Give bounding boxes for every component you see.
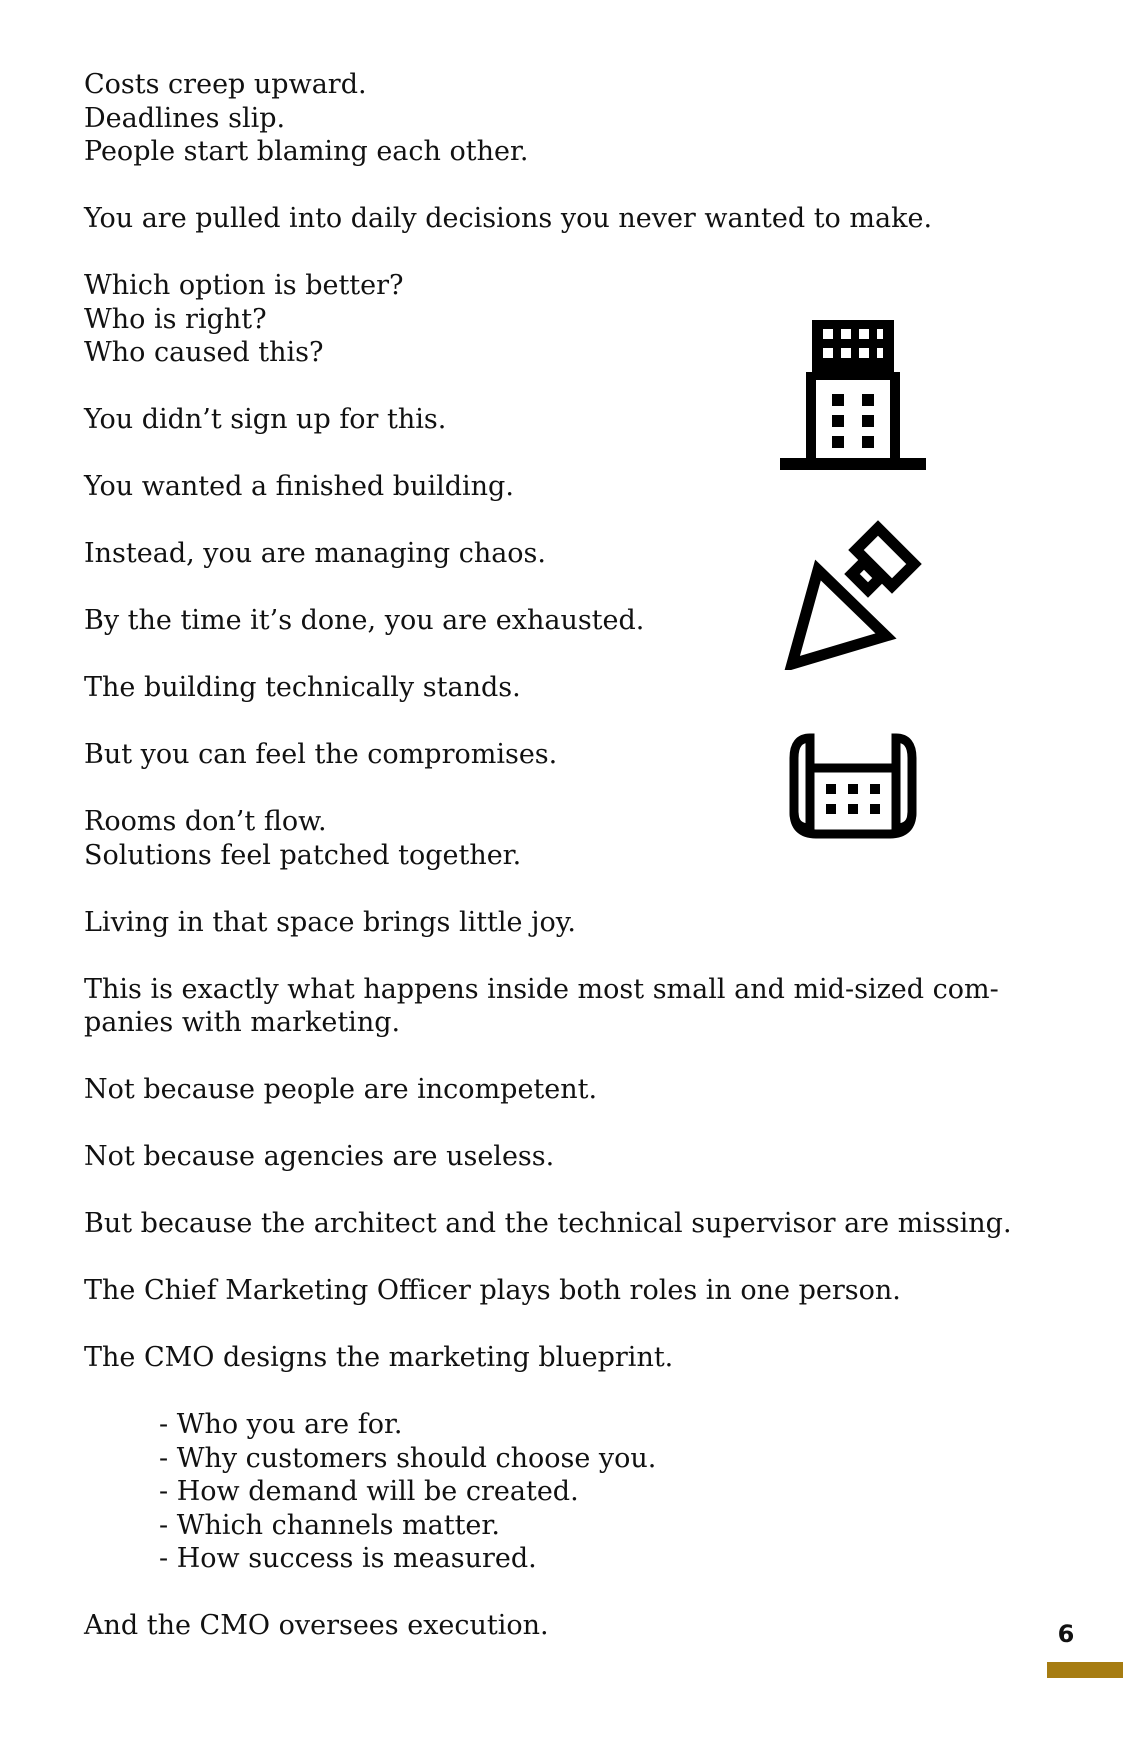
text-line: You are pulled into daily decisions you never wanted to make. (84, 203, 933, 234)
text-line: Costs creep upward. (84, 69, 367, 100)
text-line: People start blaming each other. (84, 136, 529, 167)
page-accent-bar (1047, 1662, 1123, 1678)
list-item: - How demand will be created. (159, 1476, 579, 1507)
paragraph (84, 202, 1064, 236)
list-item: - How success is measured. (159, 1543, 537, 1574)
list-item: - Why customers should choose you. (159, 1442, 657, 1474)
list-item: - Which channels matter. (159, 1509, 500, 1541)
text-line: You didn’t sign up for this. (84, 404, 447, 435)
text-line: Deadlines slip. (84, 102, 286, 134)
text-line: But because the architect and the technical supervisor are missing. (84, 1208, 1012, 1239)
text-line: Rooms don’t flow. (84, 806, 327, 837)
paragraph (84, 1073, 1064, 1107)
text-line: And the CMO oversees execution. (84, 1610, 549, 1641)
text-line: The Chief Marketing Officer plays both roles in one person. (84, 1275, 901, 1306)
paragraph (84, 973, 1064, 1040)
paragraph (84, 1140, 1064, 1174)
text-line: But you can feel the compromises. (84, 739, 558, 770)
closing-paragraph (84, 1609, 1064, 1643)
text-line: Instead, you are managing chaos. (84, 538, 546, 569)
text-line: Not because agencies are useless. (84, 1141, 555, 1172)
text-line: Which option is better? (84, 270, 404, 301)
text-line: Living in that space brings little joy. (84, 906, 576, 938)
paragraph (84, 470, 1064, 504)
paragraph (84, 1274, 1064, 1308)
text-line: Who caused this? (84, 337, 324, 368)
text-line: This is exactly what happens inside most small and mid-sized com- (84, 973, 999, 1005)
page-number: 6 (1057, 1620, 1075, 1648)
paragraph (84, 1341, 1064, 1375)
bullet-list (84, 1408, 1064, 1576)
text-line: You wanted a finished building. (84, 471, 514, 502)
text-line: By the time it’s done, you are exhausted. (84, 605, 645, 636)
text-line: Who is right? (84, 303, 267, 335)
text-line: panies with marketing. (84, 1007, 401, 1038)
paragraph (84, 1207, 1064, 1241)
text-line: Not because people are incompetent. (84, 1074, 598, 1105)
trowel-icon (778, 518, 928, 670)
building-icon (780, 320, 926, 472)
paragraph (84, 906, 1064, 940)
body-text (84, 68, 1064, 1676)
paragraph (84, 671, 1064, 705)
paragraph (84, 68, 1064, 169)
blueprint-icon (786, 732, 920, 840)
list-item: - Who you are for. (159, 1409, 403, 1440)
text-line: The CMO designs the marketing blueprint. (84, 1342, 674, 1373)
text-line: The building technically stands. (84, 672, 521, 703)
text-line: Solutions feel patched together. (84, 839, 522, 871)
